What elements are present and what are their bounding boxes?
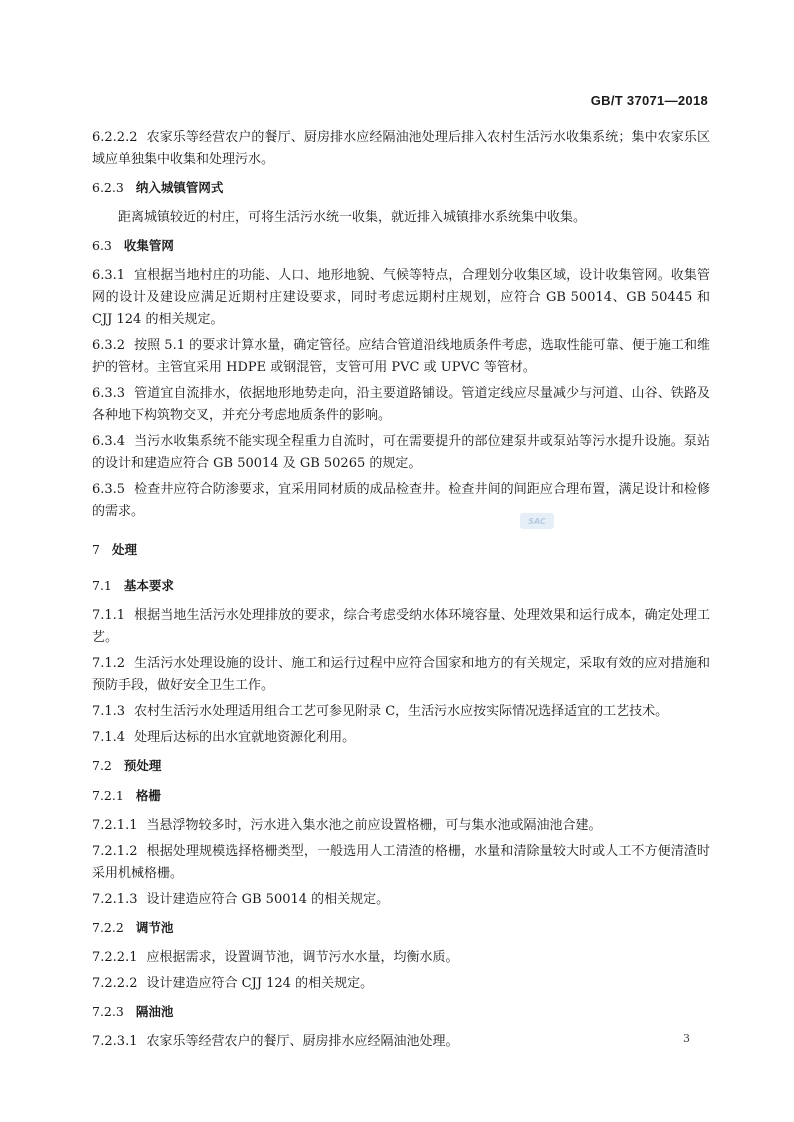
clause-text: 当悬浮物较多时，污水进入集水池之前应设置格栅，可与集水池或隔油池合建。 (146, 818, 602, 833)
clause-number: 6.3.1 (92, 268, 126, 283)
heading-7-1 (92, 575, 710, 597)
heading-title: 收集管网 (123, 238, 174, 253)
heading-title: 调节池 (135, 920, 174, 935)
clause-number: 7.2.1.1 (92, 818, 138, 833)
heading-number: 7.2 (92, 758, 112, 773)
clause-text: 当污水收集系统不能实现全程重力自流时，可在需要提升的部位建泵井或泵站等污水提升设施。泵站的设计和建造应符合 GB 50014 及 GB 50265 的规定。 (92, 434, 710, 471)
paragraph-6-2-3: 距离城镇较近的村庄，可将生活污水统一收集，就近排入城镇排水系统集中收集。 (118, 210, 587, 225)
heading-6-2-3 (92, 177, 710, 199)
clause-text: 生活污水处理设施的设计、施工和运行过程中应符合国家和地方的有关规定，采取有效的应对措施和预防手段，做好安全卫生工作。 (92, 656, 710, 693)
clause-6-3-5 (92, 479, 710, 523)
heading-7-2-1 (92, 785, 710, 807)
clause-7-1-1 (92, 605, 710, 649)
clause-text: 管道宜自流排水，依据地形地势走向，沿主要道路铺设。管道定线应尽量减少与河道、山谷、铁路及各种地下构筑物交叉，并充分考虑地质条件的影响。 (92, 386, 710, 423)
clause-text: 宜根据当地村庄的功能、人口、地形地貌、气候等特点，合理划分收集区域，设计收集管网。收集管网的设计及建设应满足近期村庄建设要求，同时考虑远期村庄规划，应符合 GB 50014、GB 50445 和 CJJ 124 的相关规定。 (92, 268, 710, 327)
clause-text: 农村生活污水处理适用组合工艺可参见附录 C，生活污水应按实际情况选择适宜的工艺技术。 (134, 704, 669, 719)
clause-number: 7.2.3.1 (92, 1034, 138, 1049)
heading-title: 基本要求 (123, 578, 174, 593)
page-number: 3 (683, 1032, 690, 1045)
clause-text: 按照 5.1 的要求计算水量，确定管径。应结合管道沿线地质条件考虑，选取性能可靠、便于施工和维护的管材。主管宜采用 HDPE 或钢混管，支管可用 PVC 或 UPVC 等管材。 (92, 338, 710, 375)
clause-7-2-1-1 (92, 815, 710, 837)
clause-number: 7.1.4 (92, 730, 126, 745)
clause-number: 7.1.3 (92, 704, 126, 719)
heading-title: 格栅 (135, 788, 161, 803)
clause-number: 6.3.2 (92, 338, 126, 353)
clause-text: 农家乐等经营农户的餐厅、厨房排水应经隔油池处理。 (146, 1034, 459, 1049)
clause-number: 6.3.5 (92, 482, 126, 497)
clause-number: 6.3.4 (92, 434, 126, 449)
clause-number: 7.2.1.2 (92, 844, 138, 859)
sac-watermark-logo: SAC (520, 513, 554, 529)
clause-7-2-1-2 (92, 841, 710, 885)
clause-text: 农家乐等经营农户的餐厅、厨房排水应经隔油池处理后排入农村生活污水收集系统；集中农家乐区域应单独集中收集和处理污水。 (92, 130, 710, 167)
clause-6-3-2 (92, 335, 710, 379)
clause-7-1-2 (92, 653, 710, 697)
heading-number: 7.1 (92, 578, 112, 593)
clause-text: 设计建造应符合 GB 50014 的相关规定。 (146, 892, 390, 907)
clause-text: 设计建造应符合 CJJ 124 的相关规定。 (146, 976, 374, 991)
clause-text: 根据当地生活污水处理排放的要求，综合考虑受纳水体环境容量、处理效果和运行成本，确定处理工艺。 (92, 608, 710, 645)
heading-title: 处理 (111, 542, 137, 557)
heading-number: 6.2.3 (92, 180, 124, 195)
clause-7-1-4 (92, 727, 710, 749)
clause-6-2-2-2 (92, 127, 710, 171)
clause-number: 7.2.1.3 (92, 892, 138, 907)
clause-text: 根据处理规模选择格栅类型，一般选用人工清渣的格栅，水量和清除量较大时或人工不方便清渣时采用机械格栅。 (92, 844, 710, 881)
clause-text: 检查井应符合防渗要求，宜采用同材质的成品检查井。检查井间的间距应合理布置，满足设计和检修的需求。 (92, 482, 710, 519)
heading-title: 纳入城镇管网式 (135, 180, 224, 195)
heading-number: 6.3 (92, 238, 112, 253)
heading-title: 预处理 (123, 758, 162, 773)
clause-7-2-1-3 (92, 889, 710, 911)
standard-code: GB/T 37071—2018 (590, 93, 708, 108)
heading-number: 7.2.1 (92, 788, 124, 803)
heading-number: 7.2.2 (92, 920, 124, 935)
clause-number: 7.2.2.2 (92, 976, 138, 991)
document-body (92, 127, 710, 1057)
heading-7-2 (92, 755, 710, 777)
heading-7-2-2 (92, 917, 710, 939)
clause-7-1-3 (92, 701, 710, 723)
heading-number: 7 (92, 542, 100, 557)
clause-7-2-2-2 (92, 973, 710, 995)
clause-number: 6.3.3 (92, 386, 126, 401)
heading-number: 7.2.3 (92, 1004, 124, 1019)
clause-text: 处理后达标的出水宜就地资源化利用。 (134, 730, 356, 745)
clause-number: 7.1.1 (92, 608, 126, 623)
heading-6-3 (92, 235, 710, 257)
clause-6-3-4 (92, 431, 710, 475)
clause-number: 7.1.2 (92, 656, 126, 671)
clause-7-2-2-1 (92, 947, 710, 969)
heading-7 (92, 539, 710, 561)
clause-number: 7.2.2.1 (92, 950, 138, 965)
clause-number: 6.2.2.2 (92, 130, 138, 145)
heading-title: 隔油池 (135, 1004, 174, 1019)
heading-7-2-3 (92, 1001, 710, 1023)
clause-7-2-3-1 (92, 1031, 710, 1053)
clause-6-3-3 (92, 383, 710, 427)
clause-6-3-1 (92, 265, 710, 331)
clause-text: 应根据需求，设置调节池，调节污水水量，均衡水质。 (146, 950, 459, 965)
